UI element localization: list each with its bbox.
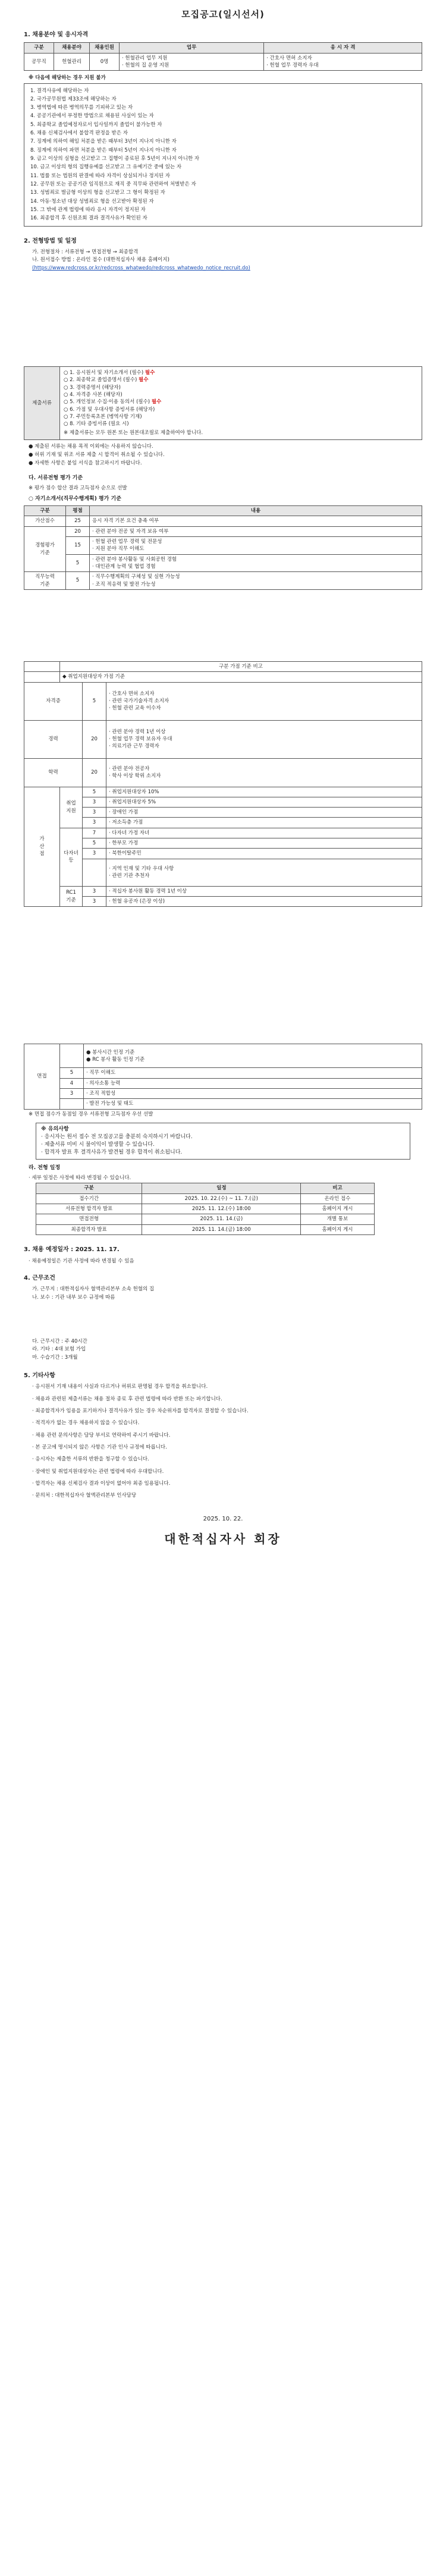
- section-4b-line: 라. 기타 : 4대 보험 가입: [32, 1346, 86, 1353]
- table-row: [36, 1204, 375, 1214]
- points-score: 20: [83, 758, 106, 787]
- points-desc: · 취업지원대상자 5%: [106, 797, 422, 807]
- interview-cat: 면접: [24, 1044, 60, 1109]
- section-5-line: · 채용과 관련된 제출서류는 채용 절차 종료 후 관련 법령에 따라 반환 또는 파기합니다.: [32, 1396, 222, 1402]
- schedule-intro: · 세부 일정은 사정에 따라 변경될 수 있습니다.: [29, 1175, 131, 1182]
- interview-desc: · 조직 적합성: [84, 1088, 422, 1098]
- section-5-list: [24, 1383, 422, 1499]
- table-row: [24, 661, 422, 671]
- eval-cell-desc: · 관련 분야 전공 및 자격 보유 여부: [90, 526, 422, 536]
- points-score: 5: [83, 682, 106, 720]
- section-4-heading: 4. 근무조건: [24, 1274, 55, 1281]
- table-row: [24, 672, 422, 682]
- eval-cell-score: 5: [66, 554, 90, 572]
- points-score: 5: [83, 787, 106, 797]
- table-row: [24, 797, 422, 807]
- points-cat: 학력: [24, 758, 83, 787]
- interview-desc: · 발전 가능성 및 태도: [84, 1099, 422, 1109]
- submission-item: ○ 4. 자격증 사본 (해당자): [64, 391, 123, 398]
- submission-note: ● 자세한 사항은 붙임 서식을 참고하시기 바랍니다.: [29, 460, 142, 467]
- eval-cell-score: 25: [66, 516, 90, 526]
- schedule-date: 2025. 10. 22.(수) ~ 11. 7.(금): [142, 1193, 301, 1204]
- section-4-line: 나. 보수 : 기관 내부 보수 규정에 따름: [32, 1294, 115, 1300]
- eval-cell-score: 5: [66, 572, 90, 590]
- submission-item: ○ 5. 개인정보 수집·이용 동의서 (필수) 필수: [64, 399, 162, 406]
- interview-note: ※ 면접 점수가 동점일 경우 서류전형 고득점자 우선 선발: [29, 1111, 153, 1117]
- note-item: 9. 금고 이상의 실형을 선고받고 그 집행이 종료된 후 5년이 지나지 아니한 자: [30, 156, 200, 162]
- notes-label: ※ 다음에 해당하는 경우 지원 불가: [29, 75, 106, 81]
- table-row: [24, 828, 422, 838]
- note-item: 3. 병역법에 따른 병역의무를 기피하고 있는 자: [30, 105, 133, 111]
- points-score: 5: [83, 838, 106, 849]
- points-desc: · 저소득층 가점: [106, 818, 422, 828]
- evaluation-table-1: [24, 505, 422, 590]
- eval-col-cat: 구분: [24, 506, 66, 516]
- note-item: 2. 국가공무원법 제33조에 해당하는 자: [30, 96, 117, 102]
- notice-date: 2025. 10. 22.: [203, 1515, 243, 1522]
- interview-table: [24, 1044, 422, 1109]
- points-score: 3: [83, 849, 106, 859]
- points-desc: · 적십자 봉사원 활동 경력 1년 이상: [106, 886, 422, 896]
- section-3-heading: 3. 채용 예정일자 : 2025. 11. 17.: [24, 1246, 120, 1254]
- points-desc: · 장애인 가점: [106, 808, 422, 818]
- eval-col-desc: 내용: [90, 506, 422, 516]
- points-desc: · 한부모 가정: [106, 838, 422, 849]
- table-row: [24, 859, 422, 886]
- notice-line: ※ 유의사항: [41, 1126, 69, 1132]
- section-4-line: 가. 근무지 : 대한적십자사 혈액관리본부 소속 헌혈의 집: [32, 1286, 155, 1293]
- disqualification-notes: [24, 74, 422, 226]
- table-row: [24, 808, 422, 818]
- schedule-col-date: 일정: [142, 1183, 301, 1193]
- note-item: 1. 결격사유에 해당하는 자: [30, 87, 89, 94]
- section-4b-line: 다. 근무시간 : 주 40시간: [32, 1338, 87, 1344]
- col-header-field: 채용분야: [54, 43, 90, 53]
- section-5-line: · 최종합격자가 임용을 포기하거나 결격사유가 있는 경우 차순위자를 합격자로 결정할 수 있습니다.: [32, 1408, 249, 1415]
- schedule-col-note: 비고: [301, 1183, 374, 1193]
- col-header-qualification: 응 시 자 격: [264, 43, 422, 53]
- points-desc: · 관련 분야 전공자 · 학사 이상 학위 소지자: [106, 758, 422, 787]
- points-score: 7: [83, 828, 106, 838]
- schedule-stage: 면접전형: [36, 1214, 142, 1224]
- method-list: [24, 249, 422, 272]
- evaluation-note: ※ 평가 점수 합산 결과 고득점자 순으로 선발: [29, 485, 127, 491]
- eval-cell-desc: · 직무수행계획의 구체성 및 실현 가능성 · 조직 적응력 및 발전 가능성: [90, 572, 422, 590]
- col-header-duties: 업무: [120, 43, 264, 53]
- points-desc: · 관련 분야 경력 1년 이상 · 헌혈 업무 경력 보유자 우대 · 의료기관 근무 경력자: [106, 720, 422, 758]
- table-row: [24, 1068, 422, 1078]
- points-table: [24, 661, 422, 907]
- table-row: [36, 1224, 375, 1234]
- submission-item: ○ 1. 응시원서 및 자기소개서 (필수) 필수: [64, 369, 155, 376]
- notice-box: [36, 1123, 410, 1160]
- col-header-type: 구분: [24, 43, 54, 53]
- submission-item: ○ 6. 가점 및 우대사항 증빙서류 (해당자): [64, 406, 155, 413]
- schedule-note: 온라인 접수: [301, 1193, 374, 1204]
- table-row: [24, 886, 422, 896]
- points-score: 3: [83, 886, 106, 896]
- table-row: [24, 849, 422, 859]
- table-row: [24, 572, 422, 590]
- interview-desc: · 의사소통 능력: [84, 1078, 422, 1088]
- points-desc: · 북한이탈주민: [106, 849, 422, 859]
- schedule-note: 개별 통보: [301, 1214, 374, 1224]
- points-score: 20: [83, 720, 106, 758]
- table-row: [24, 682, 422, 720]
- section-4b-line: 마. 수습기간 : 3개월: [32, 1354, 78, 1361]
- schedule-date: 2025. 11. 14.(금) 18:00: [142, 1224, 301, 1234]
- section-5-line: · 합격자는 채용 신체검사 결과 이상이 없어야 최종 임용됩니다.: [32, 1480, 171, 1487]
- points-score: 3: [83, 897, 106, 907]
- submission-label: 제출서류: [24, 366, 60, 439]
- note-item: 11. 법률 또는 법원의 판결에 따라 자격이 상실되거나 정지된 자: [30, 172, 170, 179]
- points-sub: 다자녀 등: [60, 828, 83, 886]
- schedule-stage: 접수기간: [36, 1193, 142, 1204]
- application-link[interactable]: (https://www.redcross.or.kr/redcross_whatwedo/redcross_whatwedo_notice_recruit.do): [32, 265, 250, 271]
- points-desc: · 다자녀 가정 자녀: [106, 828, 422, 838]
- table-row: [24, 554, 422, 572]
- table-row: [24, 537, 422, 555]
- evaluation-subheading: ○ 자기소개서(직무수행계획) 평가 기준: [29, 496, 121, 502]
- submission-item: ○ 3. 경력증명서 (해당자): [64, 384, 121, 391]
- notes-box: [24, 83, 422, 227]
- section-5-line: · 적격자가 없는 경우 채용하지 않을 수 있습니다.: [32, 1420, 140, 1427]
- note-item: 14. 아동·청소년 대상 성범죄로 형을 선고받아 확정된 자: [30, 198, 154, 205]
- interview-desc: ● 봉사시간 인정 기준 ● RC 봉사 활동 인정 기준: [84, 1044, 422, 1068]
- section-5-line: · 문의처 : 대한적십자사 혈액관리본부 인사담당: [32, 1493, 137, 1499]
- eval-cell-score: 15: [66, 537, 90, 555]
- points-cat: 가 산 점: [24, 787, 60, 907]
- evaluation-heading: 다. 서류전형 평가 기준: [29, 475, 83, 481]
- notice-line: · 제출서류 미비 시 불이익이 발생할 수 있습니다.: [41, 1142, 155, 1148]
- points-desc: · 취업지원대상자 10%: [106, 787, 422, 797]
- submission-note: ● 허위 기재 및 위조 서류 제출 시 합격이 취소될 수 있습니다.: [29, 452, 165, 458]
- points-desc: · 헌혈 유공자 (은장 이상): [106, 897, 422, 907]
- points-score: 3: [83, 818, 106, 828]
- points-cat: 자격증: [24, 682, 83, 720]
- submission-table: [24, 366, 422, 440]
- eval-cell-cat: 직무능력 기준: [24, 572, 66, 590]
- note-item: 16. 최종합격 후 신원조회 결과 결격사유가 확인된 자: [30, 215, 147, 222]
- schedule-date: 2025. 11. 12.(수) 18:00: [142, 1204, 301, 1214]
- schedule-date: 2025. 11. 14.(금): [142, 1214, 301, 1224]
- cell-count: 0명: [90, 53, 120, 71]
- points-sub: 취업 지원: [60, 787, 83, 828]
- submission-items: [60, 366, 422, 439]
- submission-item: ○ 7. 주민등록초본 (병역사항 기재): [64, 413, 142, 420]
- section-1-heading: 1. 채용분야 및 응시자격: [24, 31, 89, 38]
- cell-type: 공무직: [24, 53, 54, 71]
- section-2-heading: 2. 전형방법 및 일정: [24, 237, 77, 244]
- table-row: [24, 516, 422, 526]
- interview-score: 4: [60, 1078, 84, 1088]
- note-item: 13. 성범죄로 벌금형 이상의 형을 선고받고 그 형이 확정된 자: [30, 190, 165, 196]
- table-row: [24, 1044, 422, 1068]
- note-item: 12. 공무원 또는 공공기관 임직원으로 재직 중 직무와 관련하여 처벌받은 자: [30, 181, 196, 187]
- section-5-heading: 5. 기타사항: [24, 1372, 55, 1379]
- section-5-line: · 응시자는 제출한 서류의 반환을 청구할 수 있습니다.: [32, 1456, 149, 1463]
- table-row: [24, 758, 422, 787]
- table-row: [24, 838, 422, 849]
- eval-cell-desc: · 관련 분야 봉사활동 및 사회공헌 경험 · 대인관계 능력 및 협업 경험: [90, 554, 422, 572]
- table-row: [24, 787, 422, 797]
- table-row: [24, 1078, 422, 1088]
- points-cell: ◆ 취업지원대상자 가점 기준: [60, 672, 422, 682]
- section-5-line: · 장애인 및 취업지원대상자는 관련 법령에 따라 우대합니다.: [32, 1468, 164, 1475]
- note-item: 5. 최종학교 졸업예정자로서 입사일까지 졸업이 불가능한 자: [30, 121, 162, 128]
- table-row: [24, 818, 422, 828]
- note-item: 8. 징계에 의하여 파면 처분을 받은 때부터 5년이 지나지 아니한 자: [30, 147, 177, 153]
- notice-line: · 합격자 발표 후 결격사유가 발견될 경우 합격이 취소됩니다.: [41, 1149, 183, 1156]
- note-item: 7. 징계에 의하여 해임 처분을 받은 때부터 3년이 지나지 아니한 자: [30, 139, 177, 145]
- cell-qualification: · 간호사 면허 소지자 · 헌혈 업무 경력자 우대: [264, 53, 422, 71]
- points-score: 3: [83, 808, 106, 818]
- note-item: 15. 그 밖에 관계 법령에 따라 응시 자격이 정지된 자: [30, 206, 146, 213]
- schedule-heading: 라. 전형 일정: [29, 1165, 61, 1171]
- section-5-line: · 응시원서 기재 내용이 사실과 다르거나 허위로 판명될 경우 합격을 취소합니다.: [32, 1384, 208, 1390]
- eval-cell-score: 20: [66, 526, 90, 536]
- note-item: 4. 공공기관에서 부정한 방법으로 채용된 사실이 있는 자: [30, 113, 154, 120]
- points-cell: 구분 가점 기준 비고: [60, 661, 422, 671]
- table-row: [24, 526, 422, 536]
- schedule-stage: 서류전형 합격자 발표: [36, 1204, 142, 1214]
- col-header-count: 채용인원: [90, 43, 120, 53]
- schedule-note: 홈페이지 게시: [301, 1224, 374, 1234]
- submission-notes: [24, 443, 422, 467]
- submission-item: ○ 8. 기타 증빙서류 (필요 시): [64, 421, 129, 428]
- interview-score: 3: [60, 1088, 84, 1098]
- table-row: [24, 897, 422, 907]
- section-5-line: · 채용 관련 문의사항은 담당 부서로 연락하여 주시기 바랍니다.: [32, 1432, 171, 1438]
- note-item: 6. 채용 신체검사에서 불합격 판정을 받은 자: [30, 130, 128, 137]
- schedule-table: [36, 1183, 375, 1235]
- method-line-1: 가. 전형절차 : 서류전형 → 면접전형 → 최종합격: [32, 249, 139, 255]
- eval-cell-cat: 경험평가 기준: [24, 526, 66, 572]
- table-row: [36, 1193, 375, 1204]
- points-desc: · 지역 인재 및 기타 우대 사항 · 관련 기관 추천자: [106, 859, 422, 886]
- method-line-2: 나. 원서접수 방법 : 온라인 접수 (대한적십자사 채용 홈페이지): [32, 257, 169, 263]
- issuer-name: 대한적십자사 회장: [164, 1532, 282, 1547]
- page-title: 모집공고(일시선서): [181, 9, 265, 20]
- submission-item: ○ 2. 최종학교 졸업증명서 (필수) 필수: [64, 377, 149, 384]
- table-row: [24, 1099, 422, 1109]
- schedule-note: 홈페이지 게시: [301, 1204, 374, 1214]
- section-3-line: · 채용예정일은 기관 사정에 따라 변경될 수 있음: [29, 1258, 134, 1264]
- cell-duties: · 헌혈관리 업무 지원 · 헌혈의 집 운영 지원: [120, 53, 264, 71]
- note-item: 10. 금고 이상의 형의 집행유예를 선고받고 그 유예기간 중에 있는 자: [30, 164, 182, 171]
- eval-col-score: 평점: [66, 506, 90, 516]
- schedule-stage: 최종합격자 발표: [36, 1224, 142, 1234]
- submission-tail: ※ 제출서류는 모두 원본 또는 원본대조필로 제출하여야 합니다.: [64, 430, 203, 436]
- interview-desc: · 직무 이해도: [84, 1068, 422, 1078]
- points-cat: 경력: [24, 720, 83, 758]
- points-desc: · 간호사 면허 소지자 · 관련 국가기술자격 소지자 · 헌혈 관련 교육 이수자: [106, 682, 422, 720]
- schedule-col-stage: 구분: [36, 1183, 142, 1193]
- points-score: 3: [83, 797, 106, 807]
- interview-score: 5: [60, 1068, 84, 1078]
- eval-cell-desc: 응시 자격 기본 요건 충족 여부: [90, 516, 422, 526]
- submission-note: ● 제출된 서류는 채용 목적 이외에는 사용하지 않습니다.: [29, 443, 153, 450]
- section-5-line: · 본 공고에 명시되지 않은 사항은 기관 인사 규정에 따릅니다.: [32, 1444, 167, 1450]
- table-row: [24, 720, 422, 758]
- points-sub: RC1 기준: [60, 886, 83, 907]
- eval-cell-cat: 가산점수: [24, 516, 66, 526]
- table-row: [24, 1088, 422, 1098]
- table-row: [36, 1214, 375, 1224]
- eval-cell-desc: · 헌혈 관련 업무 경력 및 전문성 · 지원 분야 직무 이해도: [90, 537, 422, 555]
- cell-field: 헌혈관리: [54, 53, 90, 71]
- notice-line: · 응시자는 원서 접수 전 모집공고를 충분히 숙지하시기 바랍니다.: [41, 1133, 193, 1140]
- qualification-table: [24, 42, 422, 71]
